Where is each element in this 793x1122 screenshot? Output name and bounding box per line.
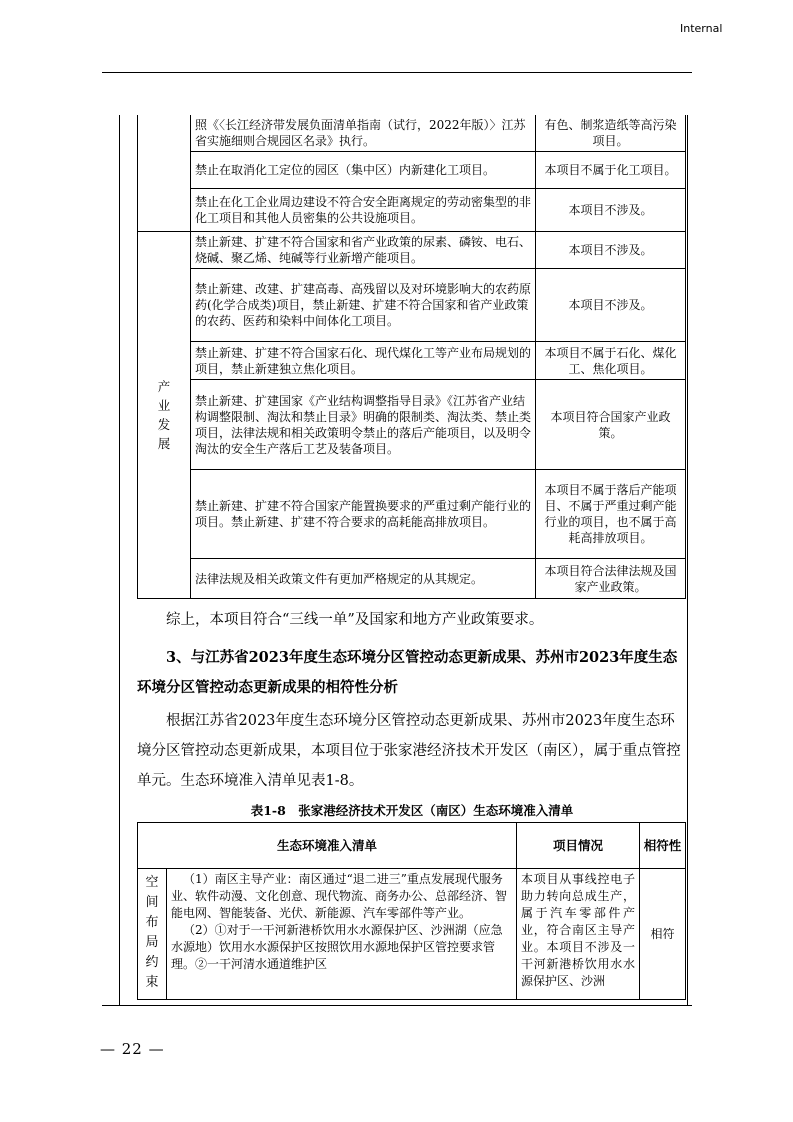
category-label: 产 业 发 展 [157, 379, 171, 451]
section-heading: 3、与江苏省2023年度生态环境分区管控动态更新成果、苏州市2023年度生态环境分区管控动态更新成果的相符性分析 [137, 649, 678, 696]
table-header-row [138, 823, 686, 869]
header-situation: 项目情况 [517, 823, 640, 869]
header-list: 生态环境准入清单 [138, 823, 517, 869]
category-cell: 空 间 布 局 约 束 [138, 869, 167, 1000]
header-conformity: 相符性 [640, 823, 686, 869]
header-label: Internal [680, 22, 723, 35]
table-row [138, 869, 686, 1000]
table-row [138, 152, 686, 189]
situation-cell: 本项目不涉及。 [536, 269, 686, 342]
table-row [138, 342, 686, 380]
table-row [138, 380, 686, 470]
table-row [138, 470, 686, 559]
situation-cell: 本项目不涉及。 [536, 189, 686, 232]
header-rule [102, 72, 692, 73]
summary-paragraph: 综上，本项目符合“三线一单”及国家和地方产业政策要求。 [166, 612, 544, 628]
situation-cell: 本项目不属于石化、煤化工、焦化项目。 [536, 342, 686, 380]
requirement-cell: 禁止新建、扩建不符合国家产能置换要求的严重过剩产能行业的项目。禁止新建、扩建不符合要求的高耗能高排放项目。 [191, 470, 536, 559]
body-paragraph: 根据江苏省2023年度生态环境分区管控动态更新成果、苏州市2023年度生态环境分区管控动态更新成果，本项目位于张家港经济技术开发区（南区），属于重点管控单元。生态环境准入清单见表1-8。 [137, 713, 681, 789]
situation-cell: 本项目符合法律法规及国家产业政策。 [536, 559, 686, 599]
situation-cell: 本项目不涉及。 [536, 232, 686, 269]
situation-cell: 本项目符合国家产业政策。 [536, 380, 686, 470]
page-number: — 22 — [100, 1040, 165, 1058]
requirement-cell: 禁止在取消化工定位的园区（集中区）内新建化工项目。 [191, 152, 536, 189]
table-row [138, 559, 686, 599]
requirement-cell: 法律法规及相关政策文件有更加严格规定的从其规定。 [191, 559, 536, 599]
requirement-cell: 禁止在化工企业周边建设不符合安全距离规定的劳动密集型的非化工项目和其他人员密集的公共设施项目。 [191, 189, 536, 232]
requirement-cell: 禁止新建、扩建国家《产业结构调整指导目录》《江苏省产业结构调整限制、淘汰和禁止目录》明确的限制类、淘汰类、禁止类项目，法律法规和相关政策明令禁止的落后产能项目，以及明令淘汰的安全生产落后工艺及装备项目。 [191, 380, 536, 470]
table-row [138, 269, 686, 342]
policy-table [137, 115, 686, 599]
table-row [138, 232, 686, 269]
requirement-cell: 照《〈长江经济带发展负面清单指南（试行，2022年版）〉江苏省实施细则合规园区名录》执行。 [191, 115, 536, 152]
situation-cell: 本项目不属于落后产能项目、不属于严重过剩产能行业的项目，也不属于高耗高排放项目。 [536, 470, 686, 559]
requirement-cell: 禁止新建、改建、扩建高毒、高残留以及对环境影响大的农药原药(化学合成类)项目，禁止新建、扩建不符合国家和省产业政策的农药、医药和染料中间体化工项目。 [191, 269, 536, 342]
table-row [138, 115, 686, 152]
category-cell-empty [138, 115, 191, 232]
requirement-cell [167, 869, 517, 1000]
requirement-cell: 禁止新建、扩建不符合国家石化、现代煤化工等产业布局规划的项目，禁止新建独立焦化项目。 [191, 342, 536, 380]
table-caption: 表1-8 张家港经济技术开发区（南区）生态环境准入清单 [250, 803, 574, 818]
requirement-cell: 禁止新建、扩建不符合国家和省产业政策的尿素、磷铵、电石、烧碱、聚乙烯、纯碱等行业新增产能项目。 [191, 232, 536, 269]
requirement-item-1: （1）南区主导产业：南区通过“退二进三”重点发展现代服务业、软件动漫、文化创意、现代物流、商务办公、总部经济、智能电网、智能装备、光伏、新能源、汽车零部件等产业。 [171, 872, 508, 920]
table-row [138, 189, 686, 232]
category-cell [138, 232, 191, 599]
situation-cell: 本项目从事线控电子助力转向总成生产，属于汽车零部件产业，符合南区主导产业。本项目不涉及一干河新港桥饮用水水源保护区、沙洲 [517, 869, 640, 1000]
situation-cell: 有色、制浆造纸等高污染项目。 [536, 115, 686, 152]
situation-cell: 本项目不属于化工项目。 [536, 152, 686, 189]
frame-bottom-rule [102, 1005, 692, 1006]
requirement-item-2: （2）①对于一干河新港桥饮用水水源保护区、沙洲湖（应急水源地）饮用水水源保护区按照饮用水源地保护区管控要求管理。②一干河清水通道维护区 [171, 923, 503, 971]
conformity-cell: 相符 [640, 869, 686, 1000]
eco-access-table [137, 822, 686, 1000]
